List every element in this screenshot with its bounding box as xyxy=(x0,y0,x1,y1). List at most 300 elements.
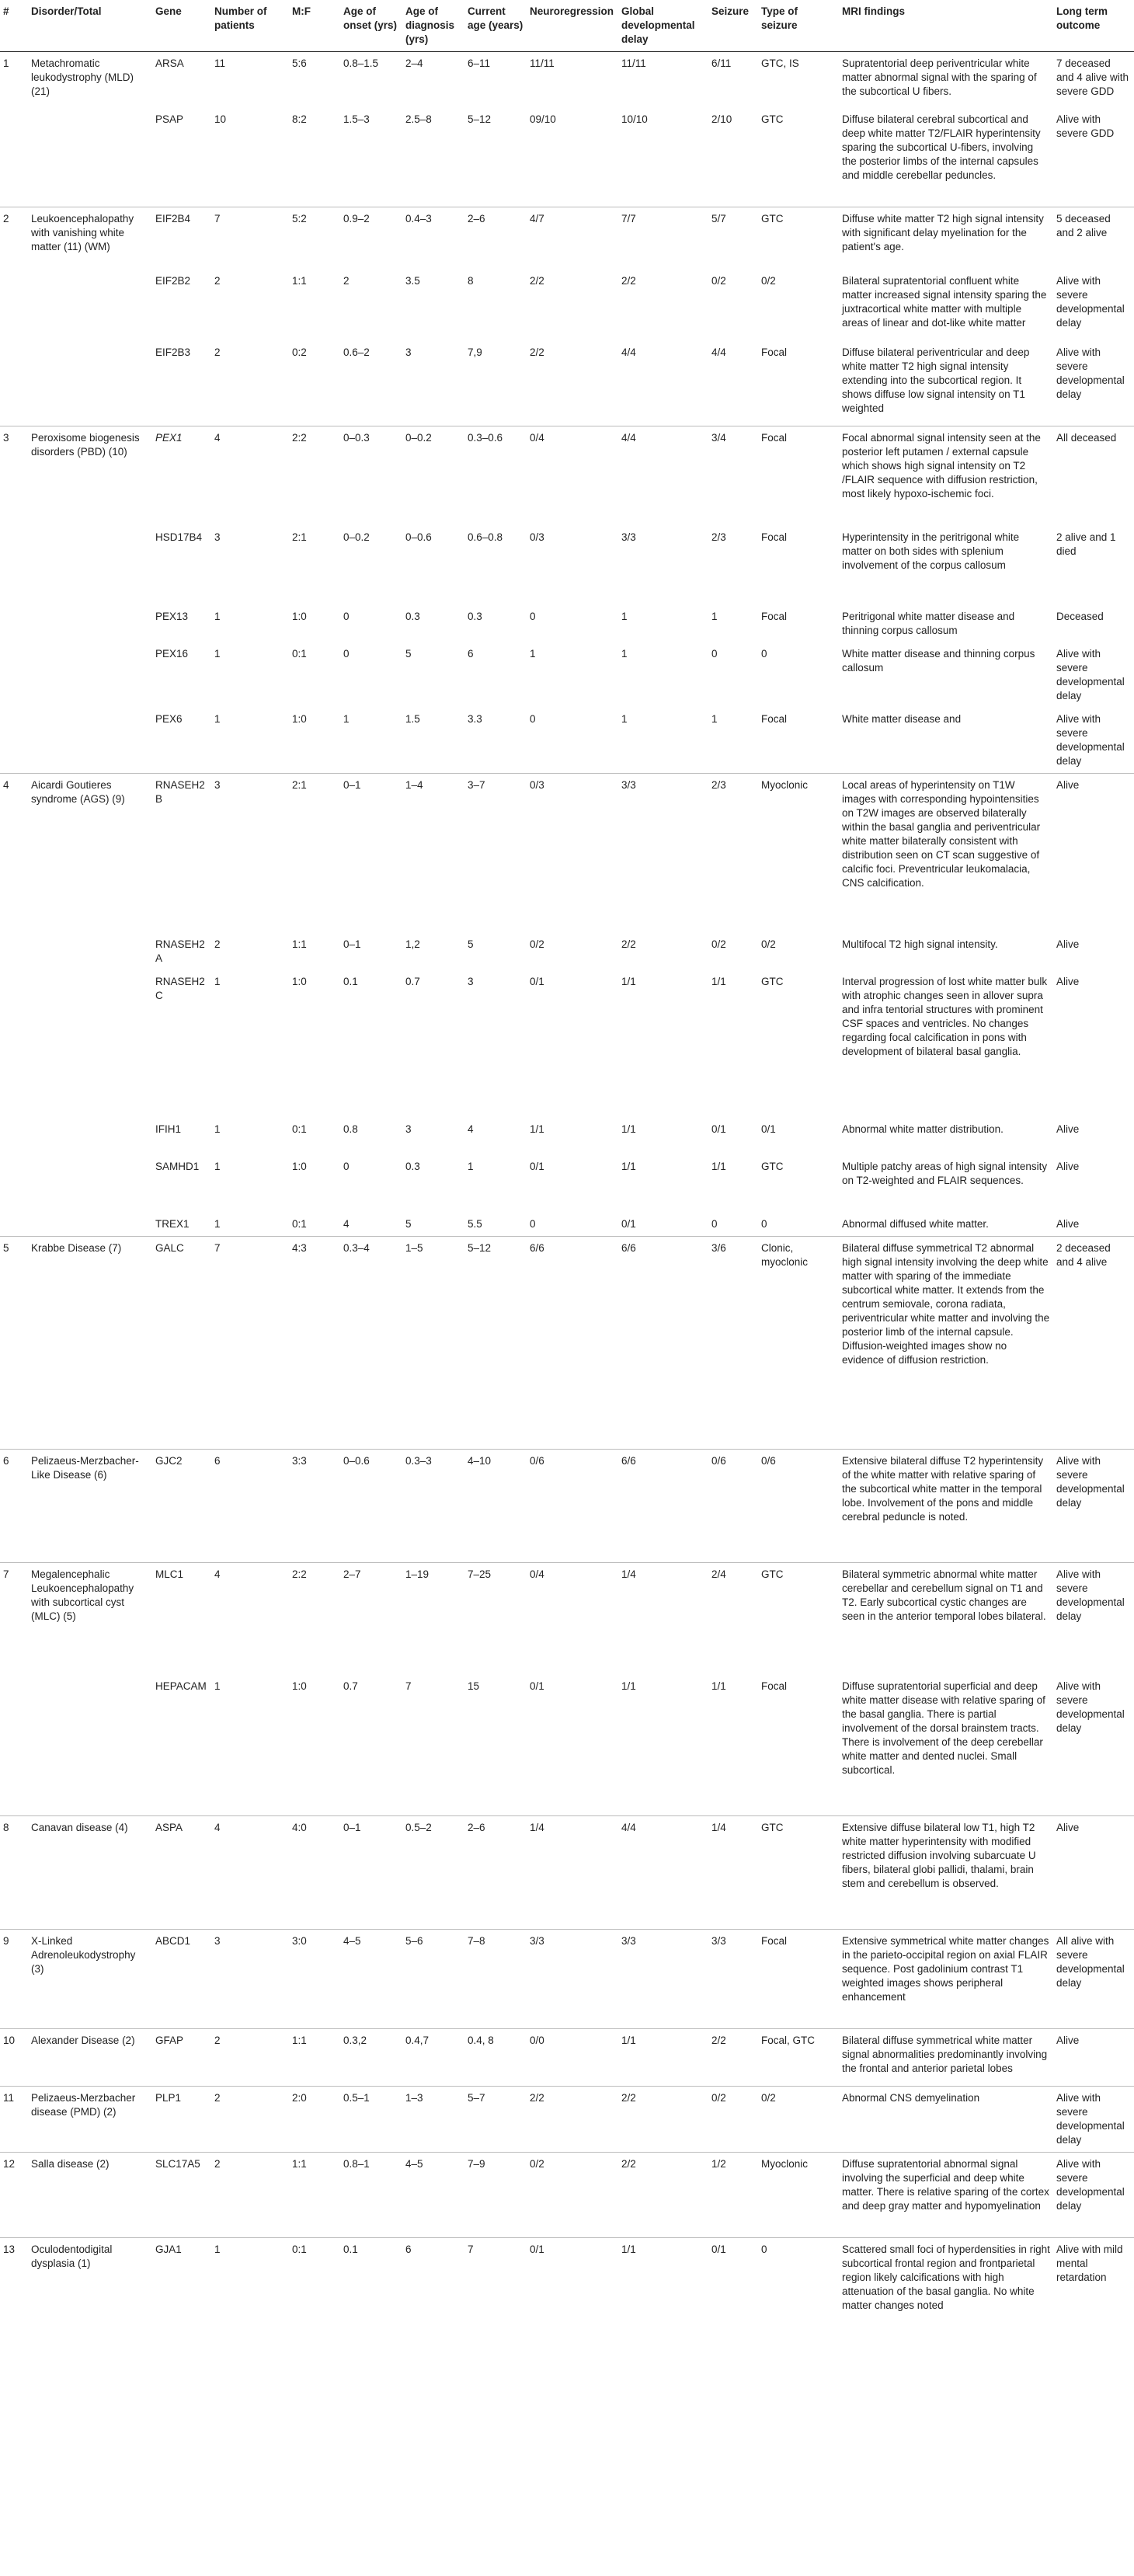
table-row xyxy=(0,605,1134,642)
table-body xyxy=(0,52,1134,2341)
seizure-cell: 0/2 xyxy=(711,274,726,287)
current-age-cell: 7–9 xyxy=(464,2153,527,2238)
row-number-cell: 9 xyxy=(0,1930,28,2029)
seizure-cell: 6/11 xyxy=(711,57,732,69)
diagnosis-cell: 1–5 xyxy=(402,1237,464,1450)
header-mri: MRI findings xyxy=(839,0,1053,52)
seizure-type-cell: Focal, GTC xyxy=(758,2029,839,2087)
mf-cell: 1:1 xyxy=(292,274,307,287)
outcome-cell: Alive xyxy=(1053,1816,1134,1930)
mf-cell: 0:1 xyxy=(292,1218,307,1230)
seizure-type-cell: Clonic, myoclonic xyxy=(758,1237,839,1450)
seizure-cell: 1/1 xyxy=(711,976,726,987)
gene-cell: TREX1 xyxy=(155,1218,190,1230)
header-neuroregression: Neuroregression xyxy=(527,0,618,52)
diagnosis-cell: 0.4–3 xyxy=(402,207,464,270)
diagnosis-cell: 0.5–2 xyxy=(402,1816,464,1930)
diagnosis-cell: 6 xyxy=(402,2238,464,2341)
diagnosis-cell: 2–4 xyxy=(405,57,423,69)
onset-cell: 2–7 xyxy=(340,1563,402,1675)
current-age-cell: 1 xyxy=(468,1161,474,1172)
patients-cell: 4 xyxy=(211,1816,289,1930)
gene-cell: PEX13 xyxy=(155,610,189,622)
onset-cell: 0.6–2 xyxy=(343,346,370,358)
patients-cell: 3 xyxy=(214,531,221,543)
onset-cell: 0.9–2 xyxy=(340,207,402,270)
seizure-cell: 2/4 xyxy=(708,1563,758,1675)
diagnosis-cell: 1–3 xyxy=(402,2087,464,2153)
patients-cell: 1 xyxy=(214,712,221,725)
header-gdd: Global developmental delay xyxy=(618,0,708,52)
mf-cell: 1:0 xyxy=(292,1161,307,1172)
table-header xyxy=(0,0,1134,52)
gene-cell: MLC1 xyxy=(152,1563,211,1675)
neuroregression-cell: 0/6 xyxy=(527,1450,618,1563)
row-number-cell: 13 xyxy=(0,2238,28,2341)
gdd-cell: 4/4 xyxy=(621,346,636,358)
neuroregression-cell: 0 xyxy=(530,712,536,725)
seizure-cell: 1/4 xyxy=(708,1816,758,1930)
outcome-cell: Alive xyxy=(1053,773,1134,933)
current-age-cell: 7–25 xyxy=(464,1563,527,1675)
disorder-cell: Alexander Disease (2) xyxy=(28,2029,152,2087)
gdd-cell: 1/4 xyxy=(618,1563,708,1675)
seizure-type-cell: 0/2 xyxy=(761,938,776,950)
current-age-cell: 3–7 xyxy=(464,773,527,933)
outcome-cell: Alive with severe developmental delay xyxy=(1056,712,1125,767)
seizure-type-cell: GTC xyxy=(758,1816,839,1930)
onset-cell: 4 xyxy=(343,1218,350,1230)
mf-cell: 1:1 xyxy=(289,2153,340,2238)
diagnosis-cell: 0.3 xyxy=(405,610,420,622)
mri-cell: White matter disease and thinning corpus callosum xyxy=(842,647,1035,674)
mri-cell: Extensive bilateral diffuse T2 hyperintensity of the white matter with relative sparing of the subcortical white matter in the temporal lobe. Involvement of the pons and middle cerebral peduncle is noted. xyxy=(839,1450,1053,1563)
table-row xyxy=(0,2153,1134,2238)
gdd-cell: 1/1 xyxy=(621,1123,636,1135)
seizure-type-cell: 0 xyxy=(761,1218,767,1230)
mri-cell: Extensive diffuse bilateral low T1, high T2 white matter hyperintensity with modified restricted diffusion involving subarcuate U fibers, bilateral globi pallidi, thalami, brain stem and cerebellum is observed. xyxy=(839,1816,1053,1930)
onset-cell: 1 xyxy=(343,712,350,725)
row-number-cell: 7 xyxy=(0,1563,28,1816)
seizure-cell: 5/7 xyxy=(708,207,758,270)
patients-cell: 1 xyxy=(214,1680,221,1692)
gdd-cell: 10/10 xyxy=(621,113,648,125)
mf-cell: 1:0 xyxy=(292,712,307,725)
mf-cell: 5:6 xyxy=(292,57,307,69)
mf-cell: 4:0 xyxy=(289,1816,340,1930)
mri-cell: Diffuse supratentorial superficial and deep white matter disease with relative sparing of the basal ganglia. There is partial involvement of the dorsal brainstem tracts. There is involvement of the deep cerebellar white matter and dented nuclei. Small subcortical. xyxy=(842,1680,1045,1776)
mri-cell: Hyperintensity in the peritrigonal white matter on both sides with splenium involvement of the corpus callosum xyxy=(842,531,1020,571)
table-row xyxy=(0,270,1134,341)
patients-cell: 3 xyxy=(211,1930,289,2029)
patients-cell: 2 xyxy=(211,2087,289,2153)
gdd-cell: 2/2 xyxy=(618,2153,708,2238)
mri-cell: Scattered small foci of hyperdensities in right subcortical frontal region and frontparietal region likely calcifications with high attenuation of the basal ganglia. No white matter changes noted xyxy=(839,2238,1053,2341)
seizure-type-cell: 0 xyxy=(758,2238,839,2341)
mri-cell: Bilateral diffuse symmetrical T2 abnormal high signal intensity involving the deep white matter with sparing of the immediate subcortical white matter. It extends from the centrum semiovale, corona radiata, periventricular white matter and involving the posterior limb of the internal capsule. Diffusion-weighted images show no evidence of diffusion restriction. xyxy=(839,1237,1053,1450)
mri-cell: Diffuse supratentorial abnormal signal involving the superficial and deep white matter. There is relative sparing of the cortex and deep gray matter and hypomyelination xyxy=(839,2153,1053,2238)
gdd-cell: 6/6 xyxy=(618,1450,708,1563)
onset-cell: 0.1 xyxy=(340,2238,402,2341)
outcome-cell: All alive with severe developmental delay xyxy=(1053,1930,1134,2029)
patients-cell: 6 xyxy=(211,1450,289,1563)
onset-cell: 0–0.3 xyxy=(340,426,402,526)
seizure-type-cell: Focal xyxy=(761,1680,788,1692)
table-row xyxy=(0,1930,1134,2029)
mri-cell: Bilateral supratentorial confluent white matter increased signal intensity sparing the juxtracortical white matter with multiple areas of linear and dot-like white matter xyxy=(842,274,1047,329)
onset-cell: 0 xyxy=(343,647,350,660)
seizure-type-cell: Focal xyxy=(758,426,839,526)
seizure-cell: 3/4 xyxy=(708,426,758,526)
mf-cell: 1:0 xyxy=(292,976,307,987)
onset-cell: 1.5–3 xyxy=(343,113,370,125)
mf-cell: 1:0 xyxy=(292,610,307,622)
patients-cell: 2 xyxy=(214,274,221,287)
gdd-cell: 2/2 xyxy=(618,2087,708,2153)
seizure-cell: 1/2 xyxy=(708,2153,758,2238)
mf-cell: 5:2 xyxy=(289,207,340,270)
seizure-type-cell: 0 xyxy=(761,647,767,660)
diagnosis-cell: 1–19 xyxy=(402,1563,464,1675)
gdd-cell: 1/1 xyxy=(618,2029,708,2087)
gene-cell: SAMHD1 xyxy=(155,1161,200,1172)
patients-cell: 1 xyxy=(214,647,221,660)
mri-cell: Abnormal CNS demyelination xyxy=(839,2087,1053,2153)
row-number-cell: 3 xyxy=(0,426,28,774)
neuroregression-cell: 0/3 xyxy=(530,531,544,543)
mri-cell: Supratentorial deep periventricular white matter abnormal signal with the sparing of the subcortical U fibers. xyxy=(842,57,1037,97)
header-patients: Number of patients xyxy=(211,0,289,52)
table-row xyxy=(0,1675,1134,1816)
mf-cell: 1:0 xyxy=(292,1680,307,1692)
table-row xyxy=(0,1237,1134,1450)
patients-cell: 7 xyxy=(211,1237,289,1450)
gdd-cell: 4/4 xyxy=(618,1816,708,1930)
seizure-cell: 0/6 xyxy=(708,1450,758,1563)
header-current-age: Current age (years) xyxy=(464,0,527,52)
patients-cell: 7 xyxy=(211,207,289,270)
mf-cell: 2:2 xyxy=(289,426,340,526)
gdd-cell: 3/3 xyxy=(618,1930,708,2029)
diagnosis-cell: 1.5 xyxy=(405,712,420,725)
neuroregression-cell: 0/1 xyxy=(530,1680,544,1692)
mf-cell: 3:0 xyxy=(289,1930,340,2029)
onset-cell: 0–0.2 xyxy=(343,531,370,543)
neuroregression-cell: 1/4 xyxy=(527,1816,618,1930)
mri-cell: Interval progression of lost white matter bulk with atrophic changes seen in allover supra and infra tentorial structures with prominent CSF spaces and ventricles. No changes regarding focal calcification in pons with development of bilateral basal ganglia. xyxy=(842,976,1048,1057)
onset-cell: 0–0.6 xyxy=(340,1450,402,1563)
row-number-cell: 10 xyxy=(0,2029,28,2087)
row-number-cell: 5 xyxy=(0,1237,28,1450)
gdd-cell: 7/7 xyxy=(618,207,708,270)
gene-cell: ARSA xyxy=(155,57,184,69)
current-age-cell: 3.3 xyxy=(468,712,482,725)
disorder-cell: Megalencephalic Leukoencephalopathy with subcortical cyst (MLC) (5) xyxy=(28,1563,152,1816)
disorder-cell: Aicardi Goutieres syndrome (AGS) (9) xyxy=(28,773,152,1237)
disorder-cell: Metachromatic leukodystrophy (MLD) (21) xyxy=(31,57,134,97)
header-disorder: Disorder/Total xyxy=(28,0,152,52)
table-row xyxy=(0,207,1134,270)
table-row xyxy=(0,1450,1134,1563)
onset-cell: 0.3,2 xyxy=(340,2029,402,2087)
diagnosis-cell: 3 xyxy=(405,346,412,358)
current-age-cell: 4–10 xyxy=(464,1450,527,1563)
patients-cell: 1 xyxy=(214,1218,221,1230)
gdd-cell: 1/1 xyxy=(621,976,636,987)
gene-cell: EIF2B4 xyxy=(152,207,211,270)
row-number-cell: 2 xyxy=(0,207,28,426)
gene-cell: PEX1 xyxy=(152,426,211,526)
neuroregression-cell: 2/2 xyxy=(530,346,544,358)
diagnosis-cell: 4–5 xyxy=(402,2153,464,2238)
diagnosis-cell: 0.3 xyxy=(405,1161,420,1172)
seizure-cell: 2/3 xyxy=(708,773,758,933)
table-row xyxy=(0,526,1134,605)
current-age-cell: 8 xyxy=(468,274,474,287)
patients-cell: 2 xyxy=(214,346,221,358)
outcome-cell: Alive with mild mental retardation xyxy=(1053,2238,1134,2341)
seizure-type-cell: Focal xyxy=(761,712,788,725)
mri-cell: Extensive symmetrical white matter changes in the parieto-occipital region on axial FLAIR sequence. Post gadolinium contrast T1 weighted images shows peripheral enhancement xyxy=(839,1930,1053,2029)
gene-cell: IFIH1 xyxy=(155,1123,182,1135)
gene-cell: ABCD1 xyxy=(152,1930,211,2029)
diagnosis-cell: 0–0.6 xyxy=(405,531,432,543)
outcome-cell: 7 deceased and 4 alive with severe GDD xyxy=(1056,57,1129,97)
mri-cell: Local areas of hyperintensity on T1W images with corresponding hypointensities on T2W images are observed bilaterally within the basal ganglia and periventricular white matter bilaterally consistent with distribution seen on CT scan suggestive of calcific foci. Preventricular leukomalacia, CNS calcification. xyxy=(839,773,1053,933)
onset-cell: 0.8–1 xyxy=(340,2153,402,2238)
mri-cell: Multiple patchy areas of high signal intensity on T2-weighted and FLAIR sequences. xyxy=(842,1161,1048,1186)
gdd-cell: 1 xyxy=(621,610,628,622)
outcome-cell: Alive with severe developmental delay xyxy=(1053,1563,1134,1675)
neuroregression-cell: 6/6 xyxy=(527,1237,618,1450)
diagnosis-cell: 3.5 xyxy=(405,274,420,287)
current-age-cell: 0.6–0.8 xyxy=(468,531,503,543)
onset-cell: 0–1 xyxy=(340,773,402,933)
seizure-type-cell: Myoclonic xyxy=(758,2153,839,2238)
seizure-cell: 0/1 xyxy=(708,2238,758,2341)
mri-cell: Abnormal white matter distribution. xyxy=(842,1123,1004,1135)
neuroregression-cell: 0/2 xyxy=(530,938,544,950)
patients-cell: 3 xyxy=(211,773,289,933)
gdd-cell: 1 xyxy=(621,647,628,660)
outcome-cell: Alive with severe GDD xyxy=(1056,113,1115,139)
seizure-cell: 0/1 xyxy=(711,1123,726,1135)
disorder-cell: X-Linked Adrenoleukodystrophy (3) xyxy=(28,1930,152,2029)
mri-cell: Abnormal diffused white matter. xyxy=(842,1218,989,1230)
neuroregression-cell: 11/11 xyxy=(530,57,555,69)
current-age-cell: 6–11 xyxy=(468,57,491,69)
table-row xyxy=(0,1213,1134,1237)
seizure-cell: 2/2 xyxy=(708,2029,758,2087)
outcome-cell: Alive with severe developmental delay xyxy=(1056,274,1125,329)
gene-cell: HEPACAM xyxy=(155,1680,207,1692)
mri-cell: Bilateral symmetric abnormal white matter cerebellar and cerebellum signal on T1 and T2. Early subcortical cystic changes are seen in the anterior temporal lobes bilateral. xyxy=(839,1563,1053,1675)
neuroregression-cell: 3/3 xyxy=(527,1930,618,2029)
seizure-type-cell: GTC xyxy=(758,1563,839,1675)
current-age-cell: 0.4, 8 xyxy=(464,2029,527,2087)
diagnosis-cell: 1,2 xyxy=(405,938,420,950)
outcome-cell: Alive xyxy=(1056,1218,1080,1230)
onset-cell: 0.3–4 xyxy=(340,1237,402,1450)
diagnosis-cell: 5 xyxy=(405,647,412,660)
gdd-cell: 4/4 xyxy=(618,426,708,526)
gene-cell: PEX6 xyxy=(155,712,183,725)
neuroregression-cell: 0/1 xyxy=(527,2238,618,2341)
seizure-type-cell: Myoclonic xyxy=(758,773,839,933)
gene-cell: PSAP xyxy=(155,113,184,125)
outcome-cell: Alive with severe developmental delay xyxy=(1053,1450,1134,1563)
gdd-cell: 2/2 xyxy=(621,274,636,287)
neuroregression-cell: 0 xyxy=(530,610,536,622)
mf-cell: 2:1 xyxy=(289,773,340,933)
seizure-cell: 2/10 xyxy=(711,113,732,125)
onset-cell: 2 xyxy=(343,274,350,287)
gene-cell: SLC17A5 xyxy=(152,2153,211,2238)
mf-cell: 4:3 xyxy=(289,1237,340,1450)
current-age-cell: 15 xyxy=(468,1680,480,1692)
diagnosis-cell: 5 xyxy=(405,1218,412,1230)
mf-cell: 2:2 xyxy=(289,1563,340,1675)
disorder-cell: Krabbe Disease (7) xyxy=(28,1237,152,1450)
table-row xyxy=(0,1563,1134,1675)
mri-cell: Diffuse bilateral cerebral subcortical and deep white matter T2/FLAIR hyperintensity sparing the subcortical U-fibers, involving the posterior limbs of the internal capsules and middle cerebellar peduncles. xyxy=(842,113,1041,181)
seizure-cell: 0 xyxy=(711,1218,718,1230)
table-row xyxy=(0,933,1134,970)
gdd-cell: 3/3 xyxy=(621,531,636,543)
row-number-cell: 6 xyxy=(0,1450,28,1563)
header-number: # xyxy=(0,0,28,52)
row-number-cell: 1 xyxy=(3,57,9,69)
diagnosis-cell: 3 xyxy=(405,1123,412,1135)
gene-cell: GFAP xyxy=(152,2029,211,2087)
neuroregression-cell: 1 xyxy=(530,647,536,660)
current-age-cell: 5 xyxy=(468,938,474,950)
diagnosis-cell: 5–6 xyxy=(402,1930,464,2029)
table-row xyxy=(0,2029,1134,2087)
seizure-type-cell: GTC xyxy=(761,113,784,125)
mri-cell: Focal abnormal signal intensity seen at the posterior left putamen / external capsule which shows high signal intensity on T2 /FLAIR sequence with diffusion restriction, most likely hypoxo-ischemic foci. xyxy=(839,426,1053,526)
current-age-cell: 5–12 xyxy=(464,1237,527,1450)
table-row xyxy=(0,1118,1134,1155)
gdd-cell: 1/1 xyxy=(618,2238,708,2341)
header-row xyxy=(0,0,1134,52)
disorder-cell: Leukoencephalopathy with vanishing white matter (11) (WM) xyxy=(28,207,152,426)
mf-cell: 8:2 xyxy=(292,113,307,125)
diagnosis-cell: 0.4,7 xyxy=(402,2029,464,2087)
patients-cell: 11 xyxy=(214,57,226,69)
outcome-cell: All deceased xyxy=(1053,426,1134,526)
gdd-cell: 11/11 xyxy=(621,57,646,69)
mri-cell: Multifocal T2 high signal intensity. xyxy=(842,938,998,950)
seizure-cell: 1/1 xyxy=(711,1680,726,1692)
neuroregression-cell: 0/4 xyxy=(527,1563,618,1675)
table-row xyxy=(0,426,1134,526)
onset-cell: 4–5 xyxy=(340,1930,402,2029)
onset-cell: 0.7 xyxy=(343,1680,358,1692)
onset-cell: 0.8–1.5 xyxy=(343,57,379,69)
seizure-cell: 1 xyxy=(711,610,718,622)
current-age-cell: 5.5 xyxy=(468,1218,482,1230)
current-age-cell: 4 xyxy=(468,1123,474,1135)
header-seizure: Seizure xyxy=(708,0,758,52)
outcome-cell: Alive with severe developmental delay xyxy=(1053,2087,1134,2153)
neuroregression-cell: 0/2 xyxy=(527,2153,618,2238)
header-gene: Gene xyxy=(152,0,211,52)
seizure-cell: 1 xyxy=(711,712,718,725)
disorder-cell: Oculodentodigital dysplasia (1) xyxy=(28,2238,152,2341)
gene-cell: PLP1 xyxy=(152,2087,211,2153)
disorder-cell: Pelizaeus-Merzbacher-Like Disease (6) xyxy=(28,1450,152,1563)
diagnosis-cell: 2.5–8 xyxy=(405,113,432,125)
table-row xyxy=(0,1155,1134,1213)
current-age-cell: 5–12 xyxy=(468,113,492,125)
current-age-cell: 6 xyxy=(468,647,474,660)
current-age-cell: 5–7 xyxy=(464,2087,527,2153)
table-row xyxy=(0,642,1134,708)
onset-cell: 0–1 xyxy=(340,1816,402,1930)
gene-cell: RNASEH2B xyxy=(152,773,211,933)
onset-cell: 0.8 xyxy=(343,1123,358,1135)
header-outcome: Long term outcome xyxy=(1053,0,1134,52)
current-age-cell: 0.3 xyxy=(468,610,482,622)
mf-cell: 2:0 xyxy=(289,2087,340,2153)
outcome-cell: 2 deceased and 4 alive xyxy=(1053,1237,1134,1450)
seizure-type-cell: GTC xyxy=(761,976,784,987)
seizure-cell: 4/4 xyxy=(711,346,726,358)
gene-cell: EIF2B3 xyxy=(155,346,191,358)
neuroregression-cell: 0/0 xyxy=(527,2029,618,2087)
diagnosis-cell: 1–4 xyxy=(402,773,464,933)
patients-cell: 1 xyxy=(214,976,221,987)
seizure-type-cell: 0/1 xyxy=(761,1123,776,1135)
onset-cell: 0.5–1 xyxy=(340,2087,402,2153)
disorder-cell: Salla disease (2) xyxy=(28,2153,152,2238)
table-row xyxy=(0,970,1134,1118)
patients-cell: 1 xyxy=(214,1161,221,1172)
neuroregression-cell: 2/2 xyxy=(530,274,544,287)
diagnosis-cell: 0–0.2 xyxy=(402,426,464,526)
mri-cell: Diffuse white matter T2 high signal intensity with significant delay myelination for the patient's age. xyxy=(839,207,1053,270)
patients-cell: 4 xyxy=(211,426,289,526)
header-mf: M:F xyxy=(289,0,340,52)
outcome-cell: Alive with severe developmental delay xyxy=(1056,1680,1125,1734)
gene-cell: ASPA xyxy=(152,1816,211,1930)
patients-cell: 4 xyxy=(211,1563,289,1675)
header-seizure-type: Type of seizure xyxy=(758,0,839,52)
table-row xyxy=(0,108,1134,207)
outcome-cell: Alive with severe developmental delay xyxy=(1053,2153,1134,2238)
seizure-cell: 0 xyxy=(711,647,718,660)
onset-cell: 0–1 xyxy=(343,938,361,950)
outcome-cell: Alive with severe developmental delay xyxy=(1056,346,1125,400)
gdd-cell: 0/1 xyxy=(621,1218,636,1230)
neuroregression-cell: 2/2 xyxy=(527,2087,618,2153)
seizure-cell: 0/2 xyxy=(711,938,726,950)
seizure-type-cell: GTC xyxy=(758,207,839,270)
patients-cell: 1 xyxy=(214,610,221,622)
table-row xyxy=(0,341,1134,426)
mri-cell: Peritrigonal white matter disease and thinning corpus callosum xyxy=(842,610,1015,636)
gene-cell: GJC2 xyxy=(152,1450,211,1563)
outcome-cell: Alive xyxy=(1053,2029,1134,2087)
mf-cell: 0:1 xyxy=(292,1123,307,1135)
seizure-type-cell: 0/2 xyxy=(758,2087,839,2153)
neuroregression-cell: 0/1 xyxy=(530,976,544,987)
gene-cell: GJA1 xyxy=(152,2238,211,2341)
outcome-cell: Alive xyxy=(1056,976,1080,987)
gene-cell: PEX16 xyxy=(155,647,189,660)
mf-cell: 1:1 xyxy=(292,938,307,950)
